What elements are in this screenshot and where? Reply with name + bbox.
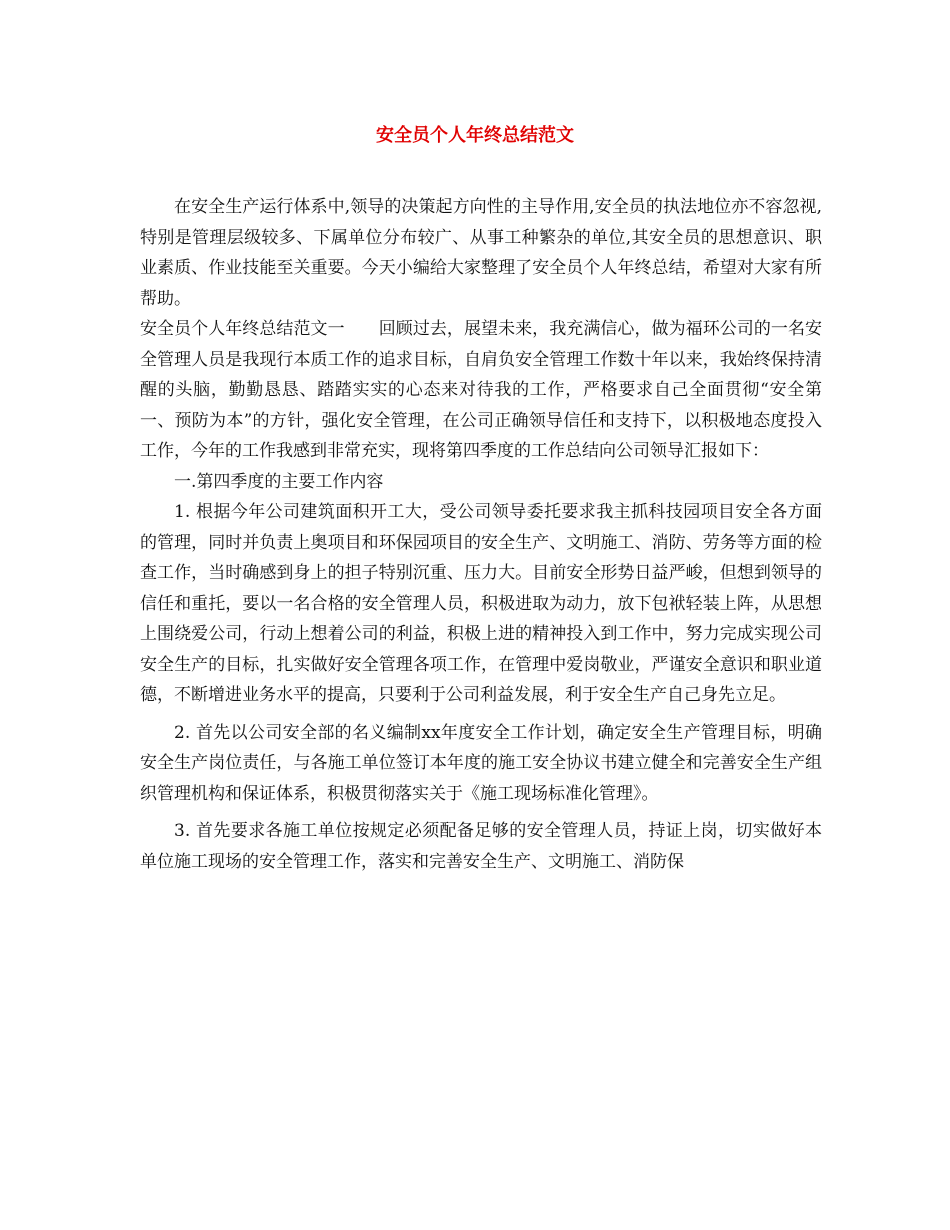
summary-paragraph: 安全员个人年终总结范文一 回顾过去，展望未来，我充满信心，做为福环公司的一名安全管理人员是我现行本质工作的追求目标，自肩负安全管理工作数十年以来，我始终保持清醒的头脑，勤勤恳恳、踏踏实实的心态来对待我的工作，严格要求自己全面贯彻“安全第一、预防为本”的方针，强化安全管理，在公司正确领导信任和支持下，以积极地态度投入工作，今年的工作我感到非常充实，现将第四季度的工作总结向公司领导汇报如下：	[140, 319, 822, 461]
item-1-paragraph: 1. 根据今年公司建筑面积开工大，受公司领导委托要求我主抓科技园项目安全各方面的管理，同时并负责上奥项目和环保园项目的安全生产、文明施工、消防、劳务等方面的检查工作，当时确感到身上的担子特别沉重、压力大。目前安全形势日益严峻，但想到领导的信任和重托，要以一名合格的安全管理人员，积极进取为动力，放下包袱轻装上阵，从思想上围绕爱公司，行动上想着公司的利益，积极上进的精神投入到工作中，努力完成实现公司安全生产的目标，扎实做好安全管理各项工作，在管理中爱岗敬业，严谨安全意识和职业道德，不断增进业务水平的提高，只要利于公司利益发展，利于安全生产自己身先立足。	[140, 502, 822, 705]
section-heading: 一.第四季度的主要工作内容	[174, 471, 384, 492]
item-3-paragraph: 3. 首先要求各施工单位按规定必须配备足够的安全管理人员，持证上岗，切实做好本单位施工现场的安全管理工作，落实和完善安全生产、文明施工、消防保	[140, 821, 822, 872]
item-2-paragraph: 2. 首先以公司安全部的名义编制xx年度安全工作计划，确定安全生产管理目标，明确安全生产岗位责任，与各施工单位签订本年度的施工安全协议书建立健全和完善安全生产组织管理机构和保证体系，积极贯彻落实关于《施工现场标准化管理》。	[140, 722, 822, 804]
document-body	[140, 192, 822, 877]
intro-paragraph: 在安全生产运行体系中,领导的决策起方向性的主导作用,安全员的执法地位亦不容忽视,特别是管理层级较多、下属单位分布较广、从事工种繁杂的单位,其安全员的思想意识、职业素质、作业技能至关重要。今天小编给大家整理了安全员个人年终总结，希望对大家有所帮助。	[140, 197, 822, 309]
document-title: 安全员个人年终总结范文	[376, 125, 574, 146]
